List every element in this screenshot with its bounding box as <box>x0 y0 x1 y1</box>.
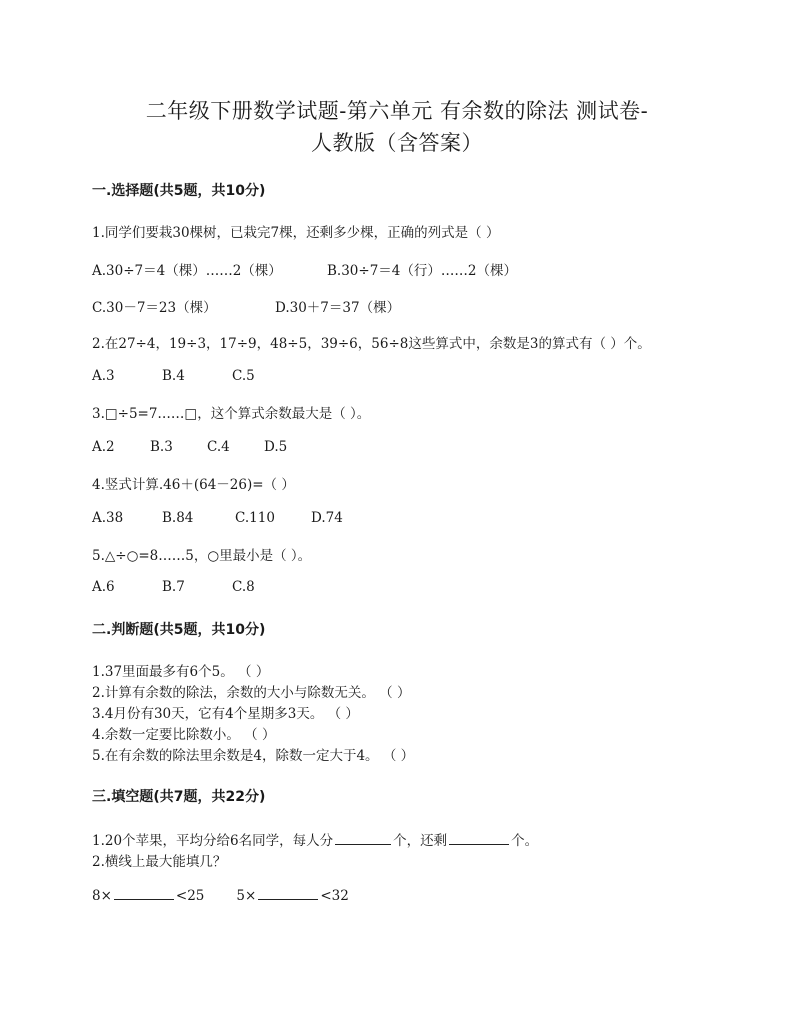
question-1-1-options-2 <box>92 296 400 316</box>
option-c: C.4 <box>207 439 230 455</box>
judge-item-4: 4.余数一定要比除数小。 （ ） <box>92 727 276 743</box>
option-a: A.38 <box>92 510 124 526</box>
question-1-2: 2.在27÷4，19÷3，17÷9，48÷5，39÷6，56÷8这些算式中，余数是3的算式有（ ）个。 <box>92 336 651 352</box>
option-c: C.110 <box>235 510 275 526</box>
option-b: B.4 <box>162 368 185 384</box>
option-b: B.84 <box>162 510 194 526</box>
judge-item-5: 5.在有余数的除法里余数是4，除数一定大于4。 （ ） <box>92 748 415 764</box>
expr2-suffix: <32 <box>320 888 349 904</box>
fill-q1-part1: 1.20个苹果，平均分给6名同学，每人分 <box>92 833 334 849</box>
answer-blank[interactable] <box>258 887 318 900</box>
question-1-4-options <box>92 510 343 526</box>
answer-blank[interactable] <box>335 832 391 845</box>
option-a: A.3 <box>92 368 115 384</box>
question-1-5: 5.△÷○=8……5，○里最小是（ ）。 <box>92 548 312 564</box>
option-c: C.8 <box>232 579 255 595</box>
option-c: C.30－7＝23（棵） <box>92 300 217 316</box>
question-1-2-options <box>92 368 255 384</box>
fill-q1-part3: 个。 <box>511 833 539 849</box>
option-d: D.5 <box>264 439 288 455</box>
question-1-1-options <box>92 259 517 279</box>
fill-question-2: 2.横线上最大能填几？ <box>92 854 227 870</box>
question-1-3: 3.□÷5=7……□，这个算式余数最大是（ ）。 <box>92 406 371 422</box>
option-d: D.74 <box>311 510 343 526</box>
option-a: A.2 <box>92 439 115 455</box>
judge-item-2: 2.计算有余数的除法，余数的大小与除数无关。 （ ） <box>92 685 411 701</box>
fill-question-2-expressions <box>92 887 349 904</box>
expr1-prefix: 8× <box>92 888 112 904</box>
option-b: B.30÷7＝4（行）……2（棵） <box>327 263 517 279</box>
option-b: B.7 <box>162 579 185 595</box>
answer-blank[interactable] <box>449 832 509 845</box>
question-1-1: 1.同学们要栽30棵树，已栽完7棵，还剩多少棵，正确的列式是（ ） <box>92 225 500 241</box>
question-1-3-options <box>92 439 287 455</box>
section1-heading: 一.选择题(共5题，共10分) <box>92 183 266 199</box>
section3-heading: 三.填空题(共7题，共22分) <box>92 789 266 805</box>
option-c: C.5 <box>232 368 255 384</box>
doc-title-line1: 二年级下册数学试题-第六单元 有余数的除法 测试卷- <box>145 99 649 123</box>
expr1-suffix: <25 <box>175 888 205 904</box>
expr2-prefix: 5× <box>236 888 257 904</box>
question-1-5-options <box>92 579 255 595</box>
option-a: A.6 <box>92 579 115 595</box>
section2-heading: 二.判断题(共5题，共10分) <box>92 622 266 638</box>
judge-item-3: 3.4月份有30天，它有4个星期多3天。 （ ） <box>92 706 359 722</box>
answer-blank[interactable] <box>114 887 174 900</box>
fill-question-1 <box>92 829 538 849</box>
option-b: B.3 <box>150 439 173 455</box>
option-d: D.30＋7＝37（棵） <box>275 300 401 316</box>
doc-title-line2: 人教版（含答案） <box>311 131 483 155</box>
fill-q1-part2: 个，还剩 <box>393 833 448 849</box>
judge-item-1: 1.37里面最多有6个5。 （ ） <box>92 664 270 680</box>
option-a: A.30÷7＝4（棵）……2（棵） <box>92 263 282 279</box>
question-1-4: 4.竖式计算.46＋(64－26)=（ ） <box>92 477 295 493</box>
